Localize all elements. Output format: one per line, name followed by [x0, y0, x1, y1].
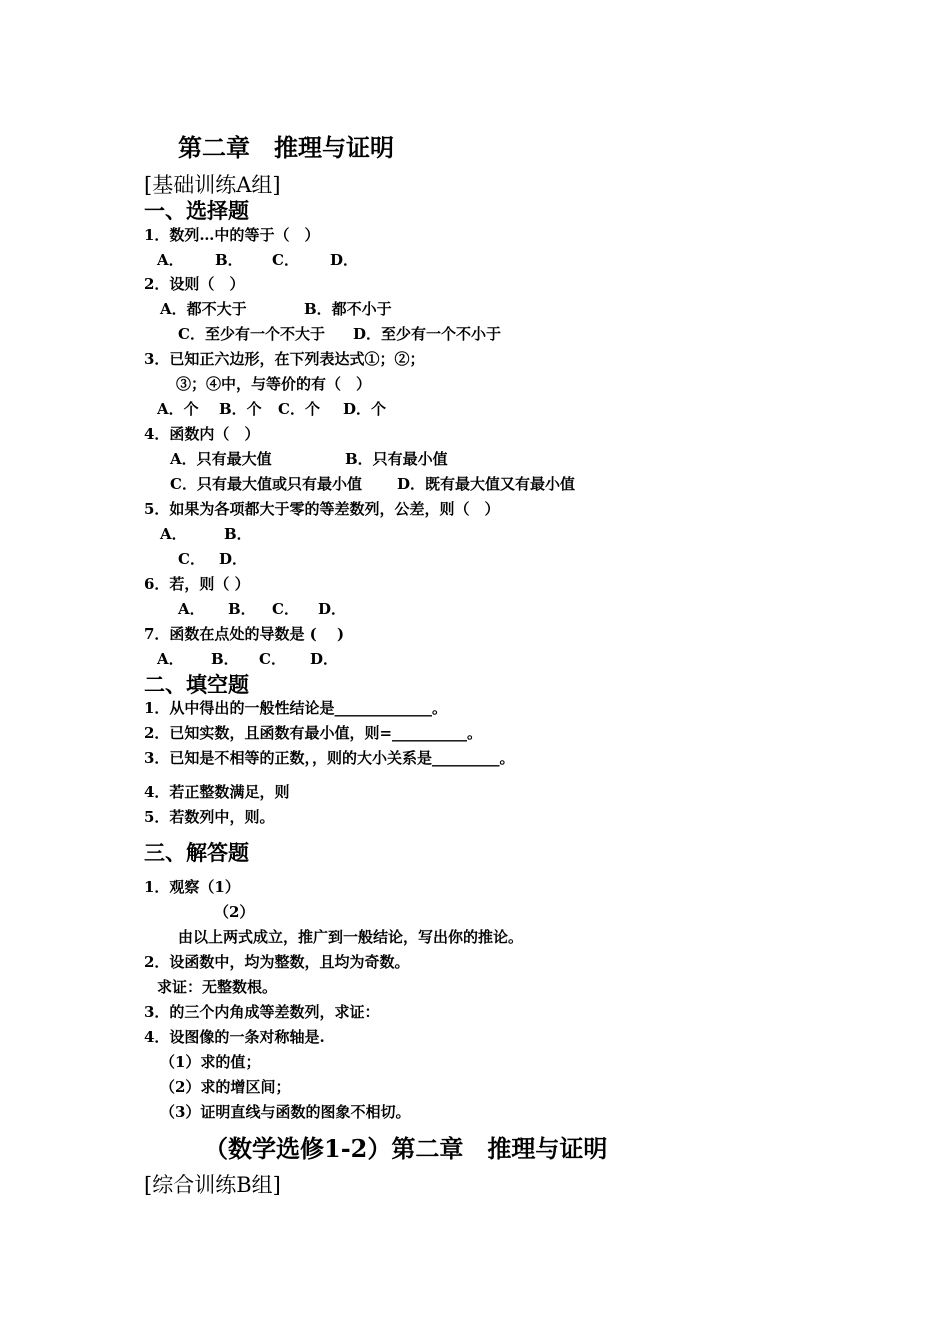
q3-option-c: C．个: [278, 400, 320, 418]
q5-option-c: C．: [178, 550, 205, 568]
q4-option-d: D．既有最大值又有最小值: [397, 475, 576, 493]
q2-option-a: A．都不大于: [160, 300, 247, 318]
q3-stem-line2: ③；④中，与等价的有（ ）: [176, 375, 372, 393]
q7-option-a: A．: [157, 650, 184, 668]
q7-option-d: D．: [310, 650, 339, 668]
q6-option-b: B．: [228, 600, 256, 618]
solve-q4-part3: （3）证明直线与函数的图象不相切。: [160, 1103, 411, 1121]
fill-item-5: 5．若数列中，则。: [144, 808, 275, 826]
q4-stem: 4．函数内（ ）: [144, 425, 260, 443]
q3-option-a: A．个: [157, 400, 199, 418]
q4-option-c: C．只有最大值或只有最小值: [170, 475, 362, 493]
q3-option-d: D．个: [343, 400, 387, 418]
q4-option-a: A．只有最大值: [170, 450, 272, 468]
solve-q4-part1: （1）求的值；: [160, 1053, 261, 1071]
q5-stem: 5．如果为各项都大于零的等差数列，公差，则（ ）: [144, 500, 500, 518]
q6-option-c: C．: [272, 600, 299, 618]
q1-option-d: D．: [330, 251, 359, 269]
fill-item-3: 3．已知是不相等的正数，，则的大小关系是_________。: [144, 749, 515, 767]
fill-item-1: 1．从中得出的一般性结论是_____________。: [144, 699, 447, 717]
chapter-title-2: （数学选修1-2）第二章 推理与证明: [204, 1134, 608, 1163]
section-choice-heading: 一、选择题: [144, 198, 249, 223]
q6-stem: 6．若，则（ ）: [144, 575, 250, 593]
solve-q4: 4．设图像的一条对称轴是.: [144, 1028, 325, 1046]
solve-q3: 3．的三个内角成等差数列，求证：: [144, 1003, 380, 1021]
q5-option-d: D．: [219, 550, 248, 568]
q7-stem: 7．函数在点处的导数是 ( ): [144, 625, 345, 643]
group-a-label: [基础训练A组]: [144, 173, 281, 197]
q7-option-b: B．: [211, 650, 239, 668]
solve-q1-line1: 1．观察（1）: [144, 878, 240, 896]
fill-item-2: 2．已知实数，且函数有最小值，则=__________。: [144, 724, 483, 742]
q5-option-a: A．: [160, 525, 187, 543]
solve-q2-line2: 求证：无整数根。: [157, 978, 278, 996]
chapter-title: 第二章 推理与证明: [178, 133, 394, 162]
q1-stem: 1．数列…中的等于（ ）: [144, 226, 320, 244]
q3-stem-line1: 3．已知正六边形，在下列表达式①；②；: [144, 350, 425, 368]
q6-option-d: D．: [318, 600, 347, 618]
solve-q4-part2: （2）求的增区间；: [160, 1078, 291, 1096]
q1-option-c: C．: [272, 251, 299, 269]
fill-item-4: 4．若正整数满足，则: [144, 783, 290, 801]
q2-stem: 2．设则（ ）: [144, 275, 245, 293]
group-b-label: [综合训练B组]: [144, 1173, 281, 1197]
solve-q1-line2: （2）: [214, 903, 255, 921]
q7-option-c: C．: [259, 650, 286, 668]
q1-option-a: A．: [157, 251, 184, 269]
q3-option-b: B．个: [219, 400, 262, 418]
q2-option-b: B．都不小于: [304, 300, 392, 318]
q6-option-a: A．: [178, 600, 205, 618]
q1-option-b: B．: [215, 251, 243, 269]
q2-option-c: C．至少有一个不大于: [178, 325, 325, 343]
q4-option-b: B．只有最小值: [345, 450, 448, 468]
q2-option-d: D．至少有一个不小于: [353, 325, 502, 343]
section-fill-heading: 二、填空题: [144, 672, 249, 697]
q5-option-b: B．: [224, 525, 252, 543]
section-solve-heading: 三、解答题: [144, 840, 249, 865]
solve-q1-line3: 由以上两式成立，推广到一般结论，写出你的推论。: [178, 928, 524, 946]
solve-q2-line1: 2．设函数中，均为整数，且均为奇数。: [144, 953, 410, 971]
